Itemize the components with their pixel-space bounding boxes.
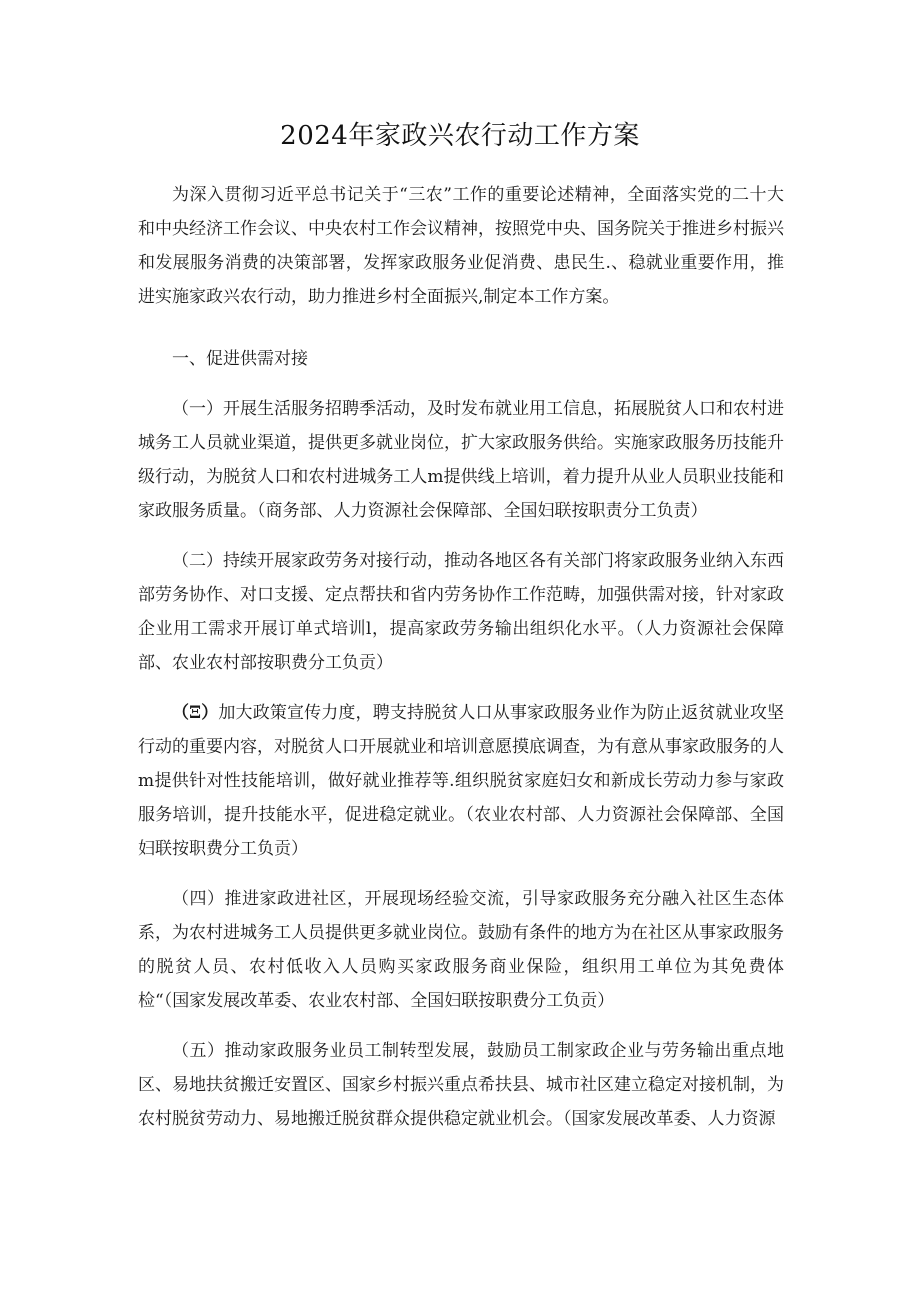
item-text: 持续开展家政劳务对接行动，推动各地区各有关部门将家政服务业纳入东西部劳务协作、对口支援、定点帮扶和省内劳务协作工作范畴，加强供需对接，针对家政企业用工需求开展订单式培训l，提高家政劳务输出组织化水平。（人力资源社会保障部、农业农村部按职费分工负贡） bbox=[138, 551, 784, 673]
item-text: 加大政策宣传力度，聘支持脱贫人口从事家政服务业作为防止返贫就业攻坚行动的重要内容，对脱贫人口开展就业和培训意愿摸底调查，为有意从事家政服务的人m提供针对性技能培训，做好就业推荐等.组织脱贫家庭妇女和新成长劳动力参与家政服务培训，提升技能水平，促进稳定就业。（农业农村部、人力资源社会保障部、全国妇联按职费分工负贡） bbox=[138, 703, 785, 859]
item-paragraph-1 bbox=[138, 392, 784, 528]
item-paragraph-2 bbox=[138, 544, 784, 680]
section-heading: 一、促进供需对接 bbox=[172, 349, 308, 369]
intro-paragraph: 为深入贯彻习近平总书记关于“三农”工作的重要论述精神，全面落实党的二十大和中央经济工作会议、中央农村工作会议精神，按照党中央、国务院关于推进乡村振兴和发展服务消费的决策部署，发挥家政服务业促消费、患民生.、稳就业重要作用，推进实施家政兴农行动，助力推进乡村全面振兴,制定本工作方案。 bbox=[138, 185, 784, 307]
item-label: （一） bbox=[172, 399, 223, 419]
item-text: 开展生活服务招聘季活动，及时发布就业用工信息，拓展脱贫人口和农村进城务工人员就业渠道，提供更多就业岗位，扩大家政服务供给。实施家政服务历技能升级行动，为脱贫人口和农村进城务工人m提供线上培训，着力提升从业人员职业技能和家政服务质量。（商务部、人力资源社会保障部、全国妇联按职责分工负责） bbox=[138, 399, 784, 521]
item-label: （二） bbox=[172, 551, 223, 571]
document-title: 2024年家政兴农行动工作方案 bbox=[280, 121, 640, 151]
document-body bbox=[138, 178, 784, 1136]
item-label: （Ξ） bbox=[172, 703, 219, 723]
item-paragraph-3 bbox=[138, 696, 784, 866]
item-paragraph-4 bbox=[138, 882, 784, 1018]
item-text: 推进家政进社区，开展现场经验交流，引导家政服务充分融入社区生态体系，为农村进城务工人员提供更多就业岗位。鼓励有条件的地方为在社区从事家政服务的脱贫人员、农村低收入人员购买家政服务商业保险，组织用工单位为其免费体检“（国家发展改革委、农业农村部、全国妇联按职费分工负贡） bbox=[138, 889, 784, 1011]
item-text: 推动家政服务业员工制转型发展，鼓励员工制家政企业与劳务输出重点地区、易地扶贫搬迁安置区、国家乡村振兴重点希扶县、城市社区建立稳定对接机制，为农村脱贫劳动力、易地搬迁脱贫群众提供稳定就业机会。（国家发展改革委、人力资源 bbox=[138, 1041, 784, 1129]
item-label: （四） bbox=[172, 889, 225, 909]
item-label: （五） bbox=[172, 1041, 225, 1061]
item-paragraph-5 bbox=[138, 1034, 784, 1136]
